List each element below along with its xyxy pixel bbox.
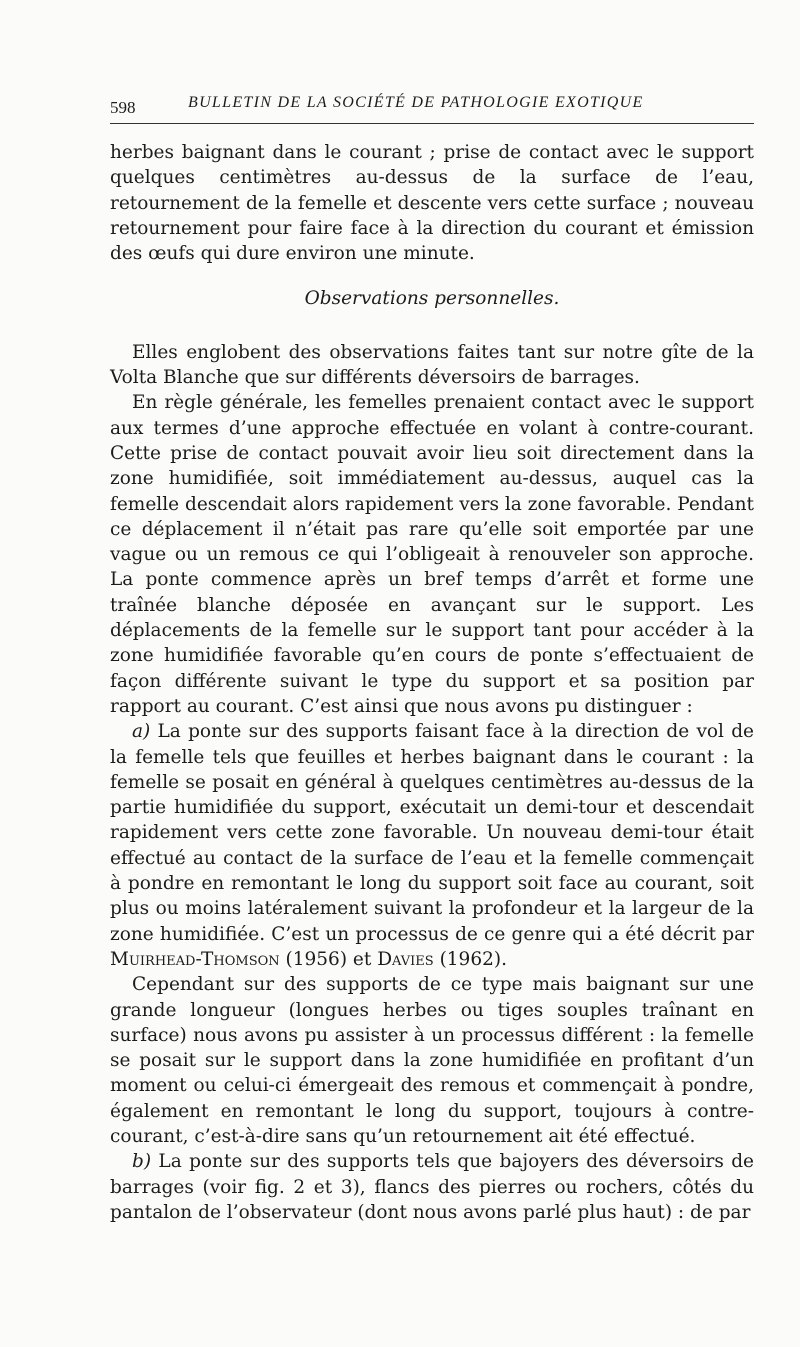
author-name: Muirhead-Thomson: [110, 948, 280, 970]
citation-year: (1962).: [433, 948, 507, 970]
paragraph: En règle générale, les femelles prenaient contact avec le support aux termes d’une approche effectuée en volant à contre-courant. Cette prise de contact pouvait avoir lieu soit directement dans la zone humidifiée, soit immédiatement au-dessus, auquel cas la femelle descendait alors rapidement vers la zone favorable. Pendant ce déplacement il n’était pas rare qu’elle soit emportée par une vague ou un remous ce qui l’obligeait à renouveler son approche. La ponte commence après un bref temps d’arrêt et forme une traînée blanche déposée en avançant sur le support. Les déplacements de la femelle sur le support tant pour accéder à la zone humidifiée favorable qu’en cours de ponte s’effectuaient de façon différente suivant le type du support et sa position par rapport au courant. C’est ainsi que nous avons pu distinguer :: [110, 392, 754, 717]
body-text: [110, 140, 754, 1225]
paragraph-text: La ponte sur des supports faisant face à la direction de vol de la femelle tels que feuilles et herbes baignant dans le courant : la femelle se posait en général à quelques centimètres au-dessus de la partie humidifiée du support, exécutait un demi-tour et descendait rapidement vers cette zone favorable. Un nouveau demi-tour était effectué au contact de la surface de l’eau et la femelle commençait à pondre en remontant le long du support soit face au courant, soit plus ou moins latéralement suivant la profondeur et la largeur de la zone humidifiée. C’est un processus de ce genre qui a été décrit par: [110, 721, 754, 945]
list-label: b): [132, 1151, 152, 1173]
paragraph: [110, 719, 754, 972]
citation-year: (1956) et: [279, 948, 378, 970]
running-header: [110, 94, 754, 124]
author-name: Davies: [377, 948, 434, 970]
paragraph: Elles englobent des observations faites tant sur notre gîte de la Volta Blanche que sur différents déversoirs de barrages.: [110, 341, 754, 389]
paragraph: Cependant sur des supports de ce type mais baignant sur une grande longueur (longues herbes ou tiges souples traînant en surface) nous avons pu assister à un processus différent : la femelle se posait sur le support dans la zone humidifiée en profitant d’un moment ou celui-ci émergeait des remous et commençait à pondre, également en remontant le long du support, toujours à contre-courant, c’est-à-dire sans qu’un retournement ait été effectué.: [110, 974, 754, 1147]
section-title: Observations personnelles.: [304, 288, 560, 310]
list-label: a): [132, 721, 151, 743]
paragraph-text: La ponte sur des supports tels que bajoyers des déversoirs de barrages (voir fig. 2 et 3), flancs des pierres ou rochers, côtés du pantalon de l’observateur (dont nous avons parlé plus haut) : de par: [110, 1151, 754, 1223]
journal-title: BULLETIN DE LA SOCIÉTÉ DE PATHOLOGIE EXOTIQUE: [188, 94, 644, 111]
paragraph: [110, 1149, 754, 1225]
page-number: 598: [110, 98, 136, 117]
paragraph-continued: herbes baignant dans le courant ; prise de contact avec le support quelques centimètres au-dessus de la surface de l’eau, retournement de la femelle et descente vers cette surface ; nouveau retournement pour faire face à la direction du courant et émission des œufs qui dure environ une minute.: [110, 142, 754, 265]
